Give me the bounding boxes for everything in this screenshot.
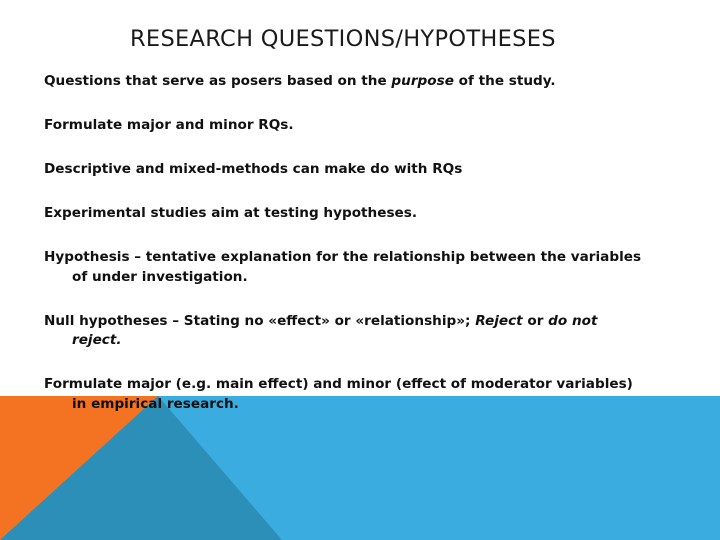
bullet-null-hypotheses — [44, 312, 644, 351]
bullet-text: or — [522, 312, 549, 329]
slide-title: RESEARCH QUESTIONS/HYPOTHESES — [130, 26, 556, 52]
bullet-text: Null hypotheses – Stating no «effect» or «relationship»; — [44, 312, 476, 329]
bullet-list — [44, 72, 644, 439]
bullet-hypothesis-definition: Hypothesis – tentative explanation for the relationship between the variables of under investigation. — [44, 249, 642, 285]
bullet-formulate-empirical: Formulate major (e.g. main effect) and minor (effect of moderator variables) in empirical research. — [44, 376, 633, 412]
bullet-text: of the study. — [453, 73, 556, 89]
bullet-emphasis: Reject — [475, 312, 523, 329]
bullet-descriptive-methods: Descriptive and mixed-methods can make do with RQs — [44, 161, 463, 177]
bullet-emphasis: do not reject. — [72, 312, 598, 348]
bullet-purpose — [44, 72, 644, 92]
bullet-major-minor-rqs: Formulate major and minor RQs. — [44, 117, 294, 133]
bullet-emphasis: purpose — [391, 73, 454, 89]
bullet-text: Questions that serve as posers based on the — [44, 73, 392, 89]
bullet-experimental-studies: Experimental studies aim at testing hypotheses. — [44, 205, 418, 221]
